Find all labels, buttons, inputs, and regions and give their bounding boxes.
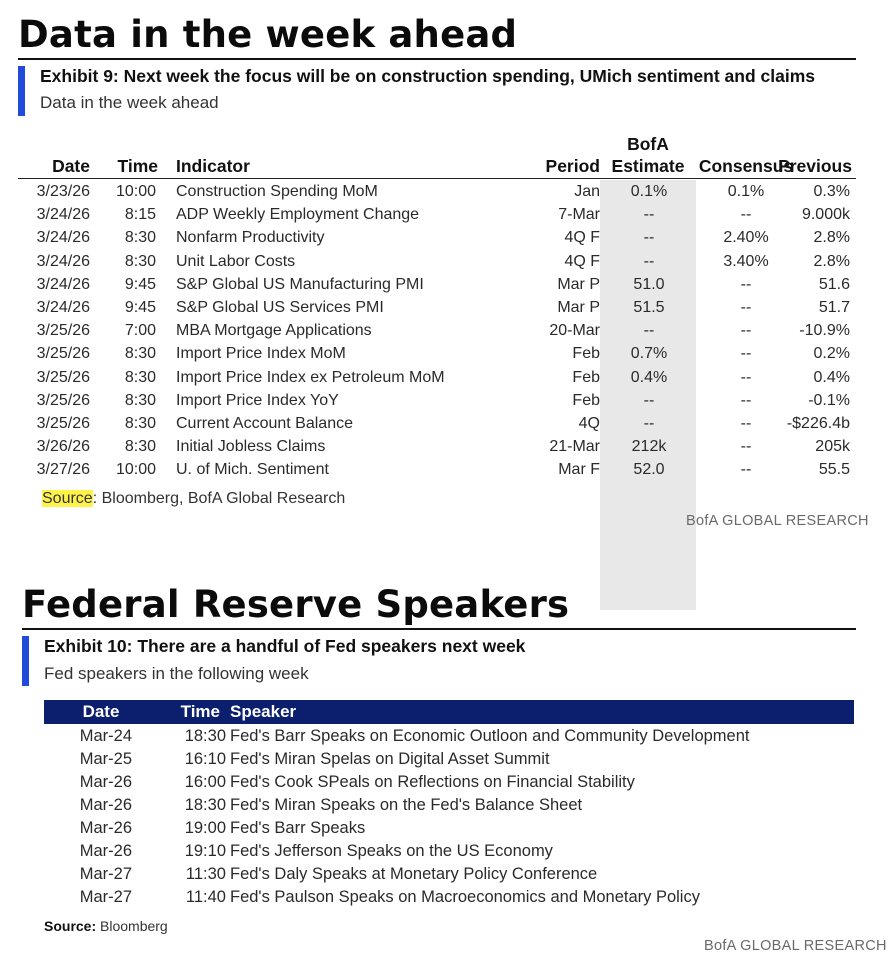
cell-time: 16:00 bbox=[184, 773, 226, 791]
cell-estimate: 52.0 bbox=[633, 461, 665, 479]
cell-time: 8:15 bbox=[124, 206, 156, 224]
cell-date: Mar-26 bbox=[79, 773, 132, 791]
col-header-previous: Previous bbox=[778, 156, 852, 176]
cell-time: 18:30 bbox=[184, 796, 226, 814]
table-header-row bbox=[44, 700, 854, 724]
cell-period: 21-Mar bbox=[549, 438, 600, 456]
table-row bbox=[18, 343, 856, 366]
cell-consensus: 0.1% bbox=[727, 183, 765, 200]
cell-time: 8:30 bbox=[124, 368, 156, 386]
cell-date: Mar-27 bbox=[79, 865, 132, 883]
cell-period: Mar F bbox=[558, 461, 600, 479]
cell-estimate: 0.4% bbox=[630, 368, 668, 386]
exhibit-9-header bbox=[18, 66, 856, 118]
brand-footer: BofA GLOBAL RESEARCH bbox=[704, 938, 887, 954]
cell-speaker: Fed's Paulson Speaks on Macroeconomics and Monetary Policy bbox=[230, 888, 700, 906]
cell-date: Mar-26 bbox=[79, 842, 132, 860]
table-row bbox=[18, 367, 856, 390]
cell-previous: 51.7 bbox=[818, 299, 850, 316]
cell-time: 18:30 bbox=[184, 727, 226, 745]
cell-time: 8:30 bbox=[124, 229, 156, 247]
exhibit-title: Exhibit 10: There are a handful of Fed speakers next week bbox=[44, 636, 526, 656]
cell-indicator: Import Price Index ex Petroleum MoM bbox=[176, 368, 445, 386]
cell-period: 4Q F bbox=[564, 229, 600, 247]
table-row bbox=[44, 817, 854, 840]
cell-period: 7-Mar bbox=[558, 206, 600, 224]
cell-time: 8:30 bbox=[124, 391, 156, 409]
cell-consensus: -- bbox=[740, 461, 752, 479]
cell-speaker: Fed's Cook SPeals on Reflections on Financial Stability bbox=[230, 773, 635, 791]
cell-indicator: S&P Global US Manufacturing PMI bbox=[176, 275, 424, 293]
cell-time: 10:00 bbox=[115, 183, 156, 200]
table-row bbox=[44, 863, 854, 886]
cell-period: 20-Mar bbox=[549, 322, 600, 340]
cell-date: 3/26/26 bbox=[36, 438, 90, 456]
cell-indicator: Unit Labor Costs bbox=[176, 252, 296, 270]
cell-time: 8:30 bbox=[124, 252, 156, 270]
cell-indicator: U. of Mich. Sentiment bbox=[176, 461, 329, 479]
cell-time: 19:10 bbox=[184, 842, 226, 860]
col-header-period: Period bbox=[545, 156, 600, 176]
cell-indicator: Import Price Index MoM bbox=[176, 345, 346, 363]
cell-previous: 51.6 bbox=[818, 275, 850, 293]
cell-period: Feb bbox=[572, 391, 600, 409]
cell-time: 19:00 bbox=[184, 819, 226, 837]
cell-indicator: Nonfarm Productivity bbox=[176, 229, 325, 247]
cell-speaker: Fed's Miran Speaks on the Fed's Balance Sheet bbox=[230, 796, 583, 814]
cell-time: 9:45 bbox=[124, 299, 156, 316]
cell-estimate: -- bbox=[643, 391, 655, 409]
cell-consensus: -- bbox=[740, 299, 752, 316]
cell-speaker: Fed's Miran Spelas on Digital Asset Summit bbox=[230, 750, 550, 768]
cell-consensus: -- bbox=[740, 438, 752, 456]
header-divider bbox=[18, 178, 856, 179]
heading-rule bbox=[18, 58, 856, 60]
cell-estimate: -- bbox=[643, 415, 655, 432]
cell-period: Jan bbox=[574, 183, 600, 200]
cell-indicator: Construction Spending MoM bbox=[176, 183, 378, 200]
col-header-date: Date bbox=[82, 702, 120, 721]
col-header-speaker: Speaker bbox=[230, 702, 297, 721]
cell-consensus: -- bbox=[740, 345, 752, 363]
cell-time: 8:30 bbox=[124, 345, 156, 363]
cell-consensus: -- bbox=[740, 368, 752, 386]
source-text: : Bloomberg, BofA Global Research bbox=[92, 490, 346, 507]
cell-consensus: -- bbox=[740, 322, 752, 340]
table-row bbox=[18, 459, 856, 482]
cell-date: Mar-24 bbox=[79, 727, 132, 745]
cell-time: 8:30 bbox=[124, 415, 156, 432]
table-row bbox=[18, 320, 856, 343]
cell-date: Mar-26 bbox=[79, 819, 132, 837]
cell-estimate: 212k bbox=[631, 438, 667, 456]
table-row bbox=[18, 390, 856, 413]
cell-date: 3/25/26 bbox=[36, 415, 90, 432]
cell-date: 3/23/26 bbox=[36, 183, 90, 200]
col-header-time: Time bbox=[117, 156, 158, 176]
cell-speaker: Fed's Daly Speaks at Monetary Policy Conference bbox=[230, 865, 598, 883]
cell-previous: 2.8% bbox=[813, 229, 850, 247]
cell-date: 3/25/26 bbox=[36, 391, 90, 409]
exhibit-title: Exhibit 9: Next week the focus will be on construction spending, UMich sentiment and claims bbox=[40, 66, 815, 86]
table-row bbox=[44, 840, 854, 863]
table-row bbox=[44, 725, 854, 748]
exhibit-subtitle: Fed speakers in the following week bbox=[44, 664, 309, 683]
section-heading-data-week: Data in the week ahead bbox=[18, 13, 518, 56]
cell-previous: 2.8% bbox=[813, 252, 850, 270]
cell-speaker: Fed's Barr Speaks bbox=[230, 819, 366, 837]
cell-period: Feb bbox=[572, 368, 600, 386]
cell-estimate: 51.0 bbox=[633, 275, 665, 293]
cell-consensus: 3.40% bbox=[723, 252, 769, 270]
cell-indicator: ADP Weekly Employment Change bbox=[176, 206, 420, 224]
table-row bbox=[18, 274, 856, 297]
cell-indicator: Import Price Index YoY bbox=[176, 391, 339, 409]
cell-indicator: S&P Global US Services PMI bbox=[176, 299, 384, 316]
cell-date: Mar-26 bbox=[79, 796, 132, 814]
col-header-date: Date bbox=[52, 156, 90, 176]
cell-previous: 0.4% bbox=[813, 368, 850, 386]
cell-estimate: 0.7% bbox=[630, 345, 668, 363]
cell-indicator: Initial Jobless Claims bbox=[176, 438, 326, 456]
cell-consensus: -- bbox=[740, 275, 752, 293]
cell-estimate: 0.1% bbox=[630, 183, 668, 200]
source-note bbox=[44, 918, 168, 934]
cell-time: 9:45 bbox=[124, 275, 156, 293]
exhibit-accent-bar bbox=[18, 66, 25, 116]
cell-previous: -10.9% bbox=[799, 322, 850, 340]
table-row bbox=[18, 436, 856, 459]
cell-period: 4Q F bbox=[564, 252, 600, 270]
cell-indicator: Current Account Balance bbox=[176, 415, 353, 432]
table-row bbox=[18, 251, 856, 274]
cell-date: 3/24/26 bbox=[36, 206, 90, 224]
cell-previous: -$226.4b bbox=[786, 415, 850, 432]
exhibit-10-header bbox=[22, 636, 856, 688]
cell-date: 3/24/26 bbox=[36, 229, 90, 247]
table-row bbox=[18, 204, 856, 227]
cell-speaker: Fed's Jefferson Speaks on the US Economy bbox=[230, 842, 553, 860]
cell-period: Mar P bbox=[557, 275, 600, 293]
cell-time: 8:30 bbox=[124, 438, 156, 456]
heading-rule bbox=[22, 628, 856, 630]
source-label: Source: bbox=[44, 918, 97, 934]
cell-date: 3/24/26 bbox=[36, 275, 90, 293]
table-row bbox=[44, 794, 854, 817]
cell-date: 3/25/26 bbox=[36, 345, 90, 363]
cell-time: 10:00 bbox=[115, 461, 156, 479]
cell-date: 3/25/26 bbox=[36, 322, 90, 340]
cell-date: Mar-25 bbox=[79, 750, 132, 768]
table-row bbox=[18, 413, 856, 436]
table-row bbox=[18, 297, 856, 320]
cell-previous: 55.5 bbox=[818, 461, 850, 479]
cell-time: 7:00 bbox=[124, 322, 156, 340]
cell-previous: -0.1% bbox=[808, 391, 850, 409]
cell-previous: 0.2% bbox=[813, 345, 850, 363]
cell-consensus: -- bbox=[740, 206, 752, 224]
cell-estimate: -- bbox=[643, 322, 655, 340]
cell-consensus: -- bbox=[740, 391, 752, 409]
cell-previous: 205k bbox=[815, 438, 850, 456]
cell-time: 16:10 bbox=[184, 750, 226, 768]
cell-estimate: -- bbox=[643, 206, 655, 224]
cell-time: 11:30 bbox=[185, 865, 226, 883]
cell-consensus: 2.40% bbox=[723, 229, 769, 247]
cell-date: Mar-27 bbox=[79, 888, 132, 906]
table-row bbox=[18, 181, 856, 204]
cell-date: 3/24/26 bbox=[36, 299, 90, 316]
source-label: Source bbox=[42, 490, 93, 507]
col-header-consensus: Consensus bbox=[698, 156, 794, 176]
col-header-time: Time bbox=[180, 702, 220, 721]
col-header-estimate-top: BofA bbox=[627, 134, 669, 154]
cell-speaker: Fed's Barr Speaks on Economic Outloon and Community Development bbox=[230, 727, 750, 745]
cell-time: 11:40 bbox=[185, 888, 226, 906]
source-note bbox=[42, 490, 345, 508]
cell-estimate: 51.5 bbox=[633, 299, 665, 316]
exhibit-subtitle: Data in the week ahead bbox=[40, 93, 219, 112]
table-row bbox=[44, 748, 854, 771]
table-row bbox=[44, 771, 854, 794]
cell-estimate: -- bbox=[643, 229, 655, 247]
section-heading-fed-speakers: Federal Reserve Speakers bbox=[22, 583, 570, 626]
source-text: Bloomberg bbox=[96, 918, 168, 934]
cell-period: Mar P bbox=[557, 299, 600, 316]
cell-consensus: -- bbox=[740, 415, 752, 432]
cell-estimate: -- bbox=[643, 252, 655, 270]
col-header-indicator: Indicator bbox=[176, 156, 250, 176]
col-header-estimate: Estimate bbox=[611, 156, 685, 176]
table-row bbox=[44, 886, 854, 909]
cell-date: 3/25/26 bbox=[36, 368, 90, 386]
cell-date: 3/24/26 bbox=[36, 252, 90, 270]
cell-date: 3/27/26 bbox=[36, 461, 90, 479]
table-row bbox=[18, 227, 856, 250]
cell-period: Feb bbox=[572, 345, 600, 363]
cell-previous: 9.000k bbox=[801, 206, 850, 224]
cell-previous: 0.3% bbox=[813, 183, 850, 200]
cell-indicator: MBA Mortgage Applications bbox=[176, 322, 372, 340]
cell-period: 4Q bbox=[578, 415, 600, 432]
brand-footer: BofA GLOBAL RESEARCH bbox=[686, 513, 869, 529]
exhibit-accent-bar bbox=[22, 636, 29, 686]
